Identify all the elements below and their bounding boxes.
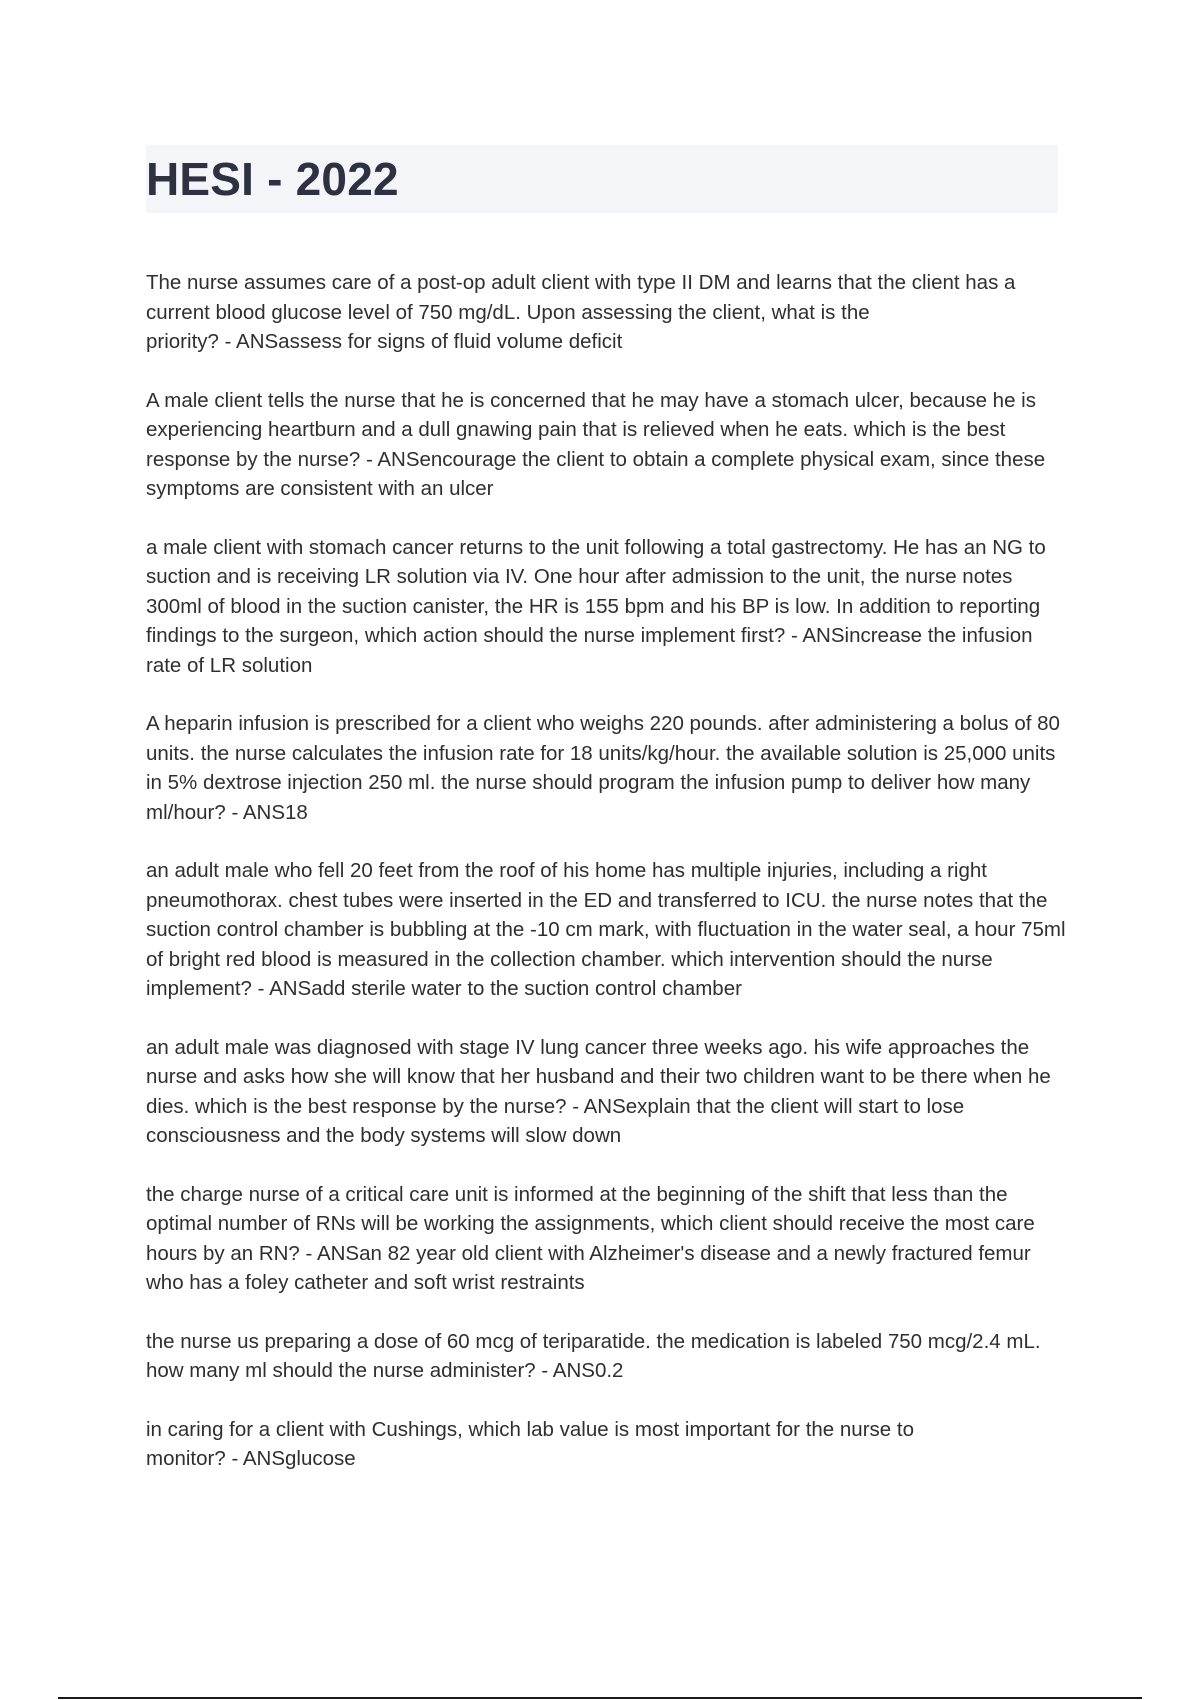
answer-text: ANS18 [242, 800, 308, 824]
question-text: A male client tells the nurse that he is concerned that he may have a stomach ulcer, because he is experiencing heartburn and a dull gnawing pain that is relieved when he eats. which is the best response by the nurse? - [146, 389, 1036, 471]
answer-text: ANSincrease the infusion rate of LR solution [146, 624, 1033, 677]
answer-text: ANSexplain that the client will start to lose consciousness and the body systems will slow down [146, 1094, 965, 1147]
qa-item [146, 1033, 1066, 1151]
document-title: HESI - 2022 [146, 153, 399, 205]
qa-item [146, 1415, 1066, 1474]
qa-list [146, 268, 1066, 1503]
answer-text: ANSadd sterile water to the suction control chamber [269, 977, 742, 1000]
qa-item [146, 533, 1066, 681]
qa-item [146, 856, 1066, 1004]
qa-item [146, 268, 1066, 357]
question-text: an adult male who fell 20 feet from the roof of his home has multiple injuries, including a right pneumothorax. chest tubes were inserted in the ED and transferred to ICU. the nurse notes that the suction control chamber is bubbling at the -10 cm mark, with fluctuation in the water seal, a hour 75ml of bright red blood is measured in the collection chamber. which intervention should the nurse implement? - [146, 859, 1066, 1000]
answer-text: ANSan 82 year old client with Alzheimer's disease and a newly fractured femur who has a foley catheter and soft wrist restraints [146, 1241, 1031, 1294]
title-band [146, 145, 1058, 213]
qa-item [146, 1180, 1066, 1298]
answer-text: ANSassess for signs of fluid volume deficit [236, 330, 623, 353]
answer-text: ANSglucose [242, 1447, 356, 1470]
question-text: The nurse assumes care of a post-op adult client with type II DM and learns that the client has a current blood glucose level of 750 mg/dL. Upon assessing the client, what is the priority? - [146, 271, 1015, 353]
answer-text: ANS0.2 [552, 1359, 624, 1382]
qa-item [146, 386, 1066, 504]
footer-divider [58, 1697, 1142, 1699]
question-text: an adult male was diagnosed with stage IV lung cancer three weeks ago. his wife approaches the nurse and asks how she will know that her husband and their two children want to be there when he dies. which is the best response by the nurse? - [146, 1036, 1051, 1118]
qa-item [146, 1327, 1066, 1386]
answer-text: ANSencourage the client to obtain a complete physical exam, since these symptoms are consistent with an ulcer [146, 447, 1046, 500]
question-text: the nurse us preparing a dose of 60 mcg of teriparatide. the medication is labeled 750 mcg/2.4 mL. how many ml should the nurse administer? - [146, 1330, 1041, 1383]
question-text: A heparin infusion is prescribed for a client who weighs 220 pounds. after administering a bolus of 80 units. the nurse calculates the infusion rate for 18 units/kg/hour. the available solution is 25,000 units in 5% dextrose injection 250 ml. the nurse should program the infusion pump to deliver how many ml/hour? - [146, 712, 1060, 824]
qa-item [146, 709, 1066, 827]
question-text: a male client with stomach cancer returns to the unit following a total gastrectomy. He has an NG to suction and is receiving LR solution via IV. One hour after admission to the unit, the nurse notes 300ml of blood in the suction canister, the HR is 155 bpm and his BP is low. In addition to reporting findings to the surgeon, which action should the nurse implement first? - [146, 536, 1046, 648]
question-text: the charge nurse of a critical care unit is informed at the beginning of the shift that less than the optimal number of RNs will be working the assignments, which client should receive the most care hours by an RN? - [146, 1183, 1035, 1265]
question-text: in caring for a client with Cushings, which lab value is most important for the nurse to monitor? - [146, 1418, 914, 1471]
